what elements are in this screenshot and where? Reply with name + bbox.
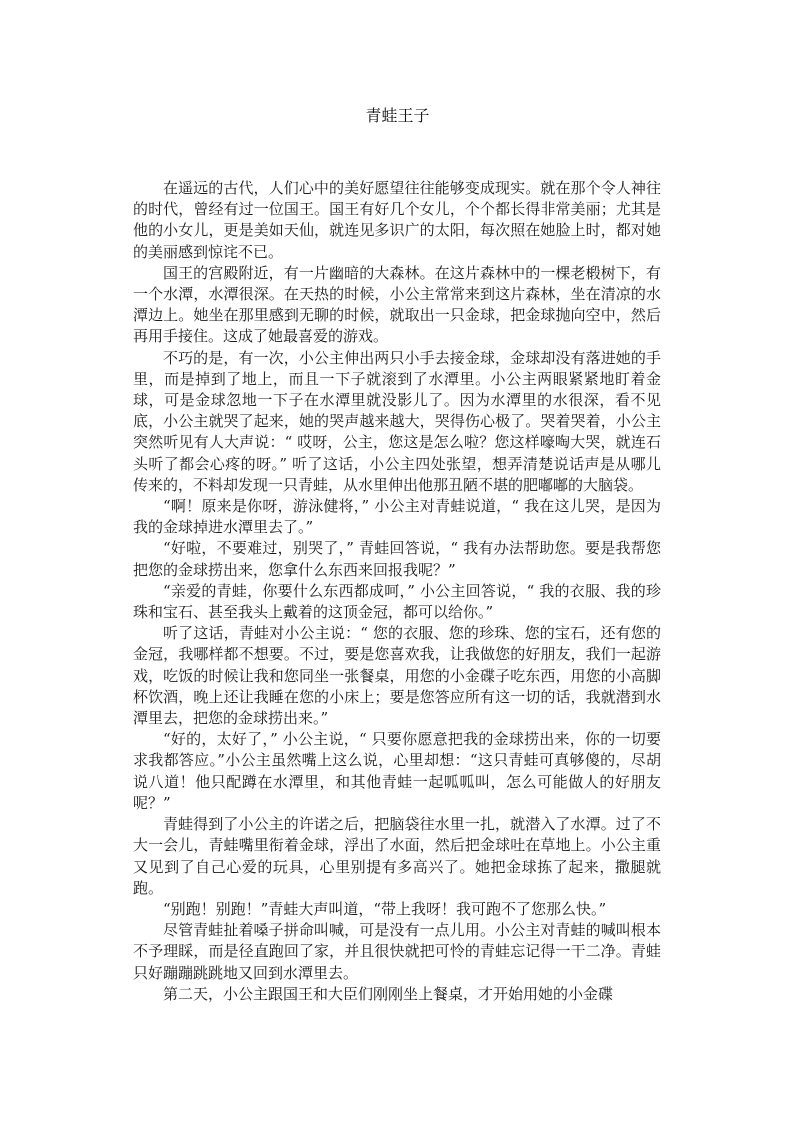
paragraph: “别跑！别跑！”青蛙大声叫道，“带上我呀！我可跑不了您那么快。” (163, 899, 607, 918)
paragraph: “啊！原来是你呀，游泳健将，” 小公主对青蛙说道，“ 我在这儿哭，是因为我的金球掉进水潭里去了。” (133, 497, 661, 537)
paragraph: 在遥远的古代，人们心中的美好愿望往往能够变成现实。就在那个令人神往的时代，曾经有过一位国王。国王有好几个女儿，个个都长得非常美丽；尤其是他的小女儿，更是美如天仙，就连见多识广的太阳，每次照在她脸上时，都对她的美丽感到惊诧不已。 (133, 179, 661, 261)
paragraph: “好啦，不要难过，别哭了，” 青蛙回答说，“ 我有办法帮助您。要是我帮您把您的金球捞出来，您拿什么东西来回报我呢？” (133, 539, 661, 579)
paragraph: “亲爱的青蛙，你要什么东西都成呵，” 小公主回答说，“ 我的衣服、我的珍珠和宝石、甚至我头上戴着的这顶金冠，都可以给你。” (133, 581, 661, 622)
paragraph: 第二天，小公主跟国王和大臣们刚刚坐上餐桌，才开始用她的小金碟 (163, 984, 614, 1003)
paragraph: 青蛙得到了小公主的许诺之后，把脑袋往水里一扎，就潜入了水潭。过了不大一会儿，青蛙嘴里衔着金球，浮出了水面，然后把金球吐在草地上。小公主重又见到了自己心爱的玩具，心里别提有多高兴了。她把金球拣了起来，撒腿就跑。 (133, 815, 661, 897)
document-body (133, 178, 661, 1005)
paragraph: “好的，太好了，” 小公主说，“ 只要你愿意把我的金球捞出来，你的一切要求我都答应。”小公主虽然嘴上这么说，心里却想：“这只青蛙可真够傻的，尽胡说八道！他只配蹲在水潭里，和其他青蛙一起呱呱叫，怎么可能做人的好朋友呢？” (133, 730, 661, 812)
paragraph: 不巧的是，有一次，小公主伸出两只小手去接金球，金球却没有落进她的手里，而是掉到了地上，而且一下子就滚到了水潭里。小公主两眼紧紧地盯着金球，可是金球忽地一下子在水潭里就没影儿了。因为水潭里的水很深，看不见底，小公主就哭了起来，她的哭声越来越大，哭得伤心极了。哭着哭着，小公主突然听见有人大声说：“ 哎呀，公主，您这是怎么啦？您这样嚎啕大哭，就连石头听了都会心疼的呀。” 听了这话，小公主四处张望，想弄清楚说话声是从哪儿传来的，不料却发现一只青蛙，从水里伸出他那丑陋不堪的肥嘟嘟的大脑袋。 (133, 348, 661, 494)
paragraph: 尽管青蛙扯着嗓子拼命叫喊，可是没有一点儿用。小公主对青蛙的喊叫根本不予理睬，而是径直跑回了家，并且很快就把可怜的青蛙忘记得一干二净。青蛙只好蹦蹦跳跳地又回到水潭里去。 (133, 921, 661, 982)
paragraph: 听了这话，青蛙对小公主说：“ 您的衣服、您的珍珠、您的宝石，还有您的金冠，我哪样都不想要。不过，要是您喜欢我，让我做您的好朋友，我们一起游戏，吃饭的时候让我和您同坐一张餐桌，用您的小金碟子吃东西，用您的小高脚杯饮酒，晚上还让我睡在您的小床上；要是您答应所有这一切的话，我就潜到水潭里去，把您的金球捞出来。” (133, 624, 661, 728)
paragraph: 国王的宫殿附近，有一片幽暗的大森林。在这片森林中的一棵老椴树下，有一个水潭，水潭很深。在天热的时候，小公主常常来到这片森林，坐在清凉的水潭边上。她坐在那里感到无聊的时候，就取出一只金球，把金球抛向空中，然后再用手接住。这成了她最喜爱的游戏。 (133, 263, 661, 346)
document-title: 青蛙王子 (365, 106, 430, 125)
